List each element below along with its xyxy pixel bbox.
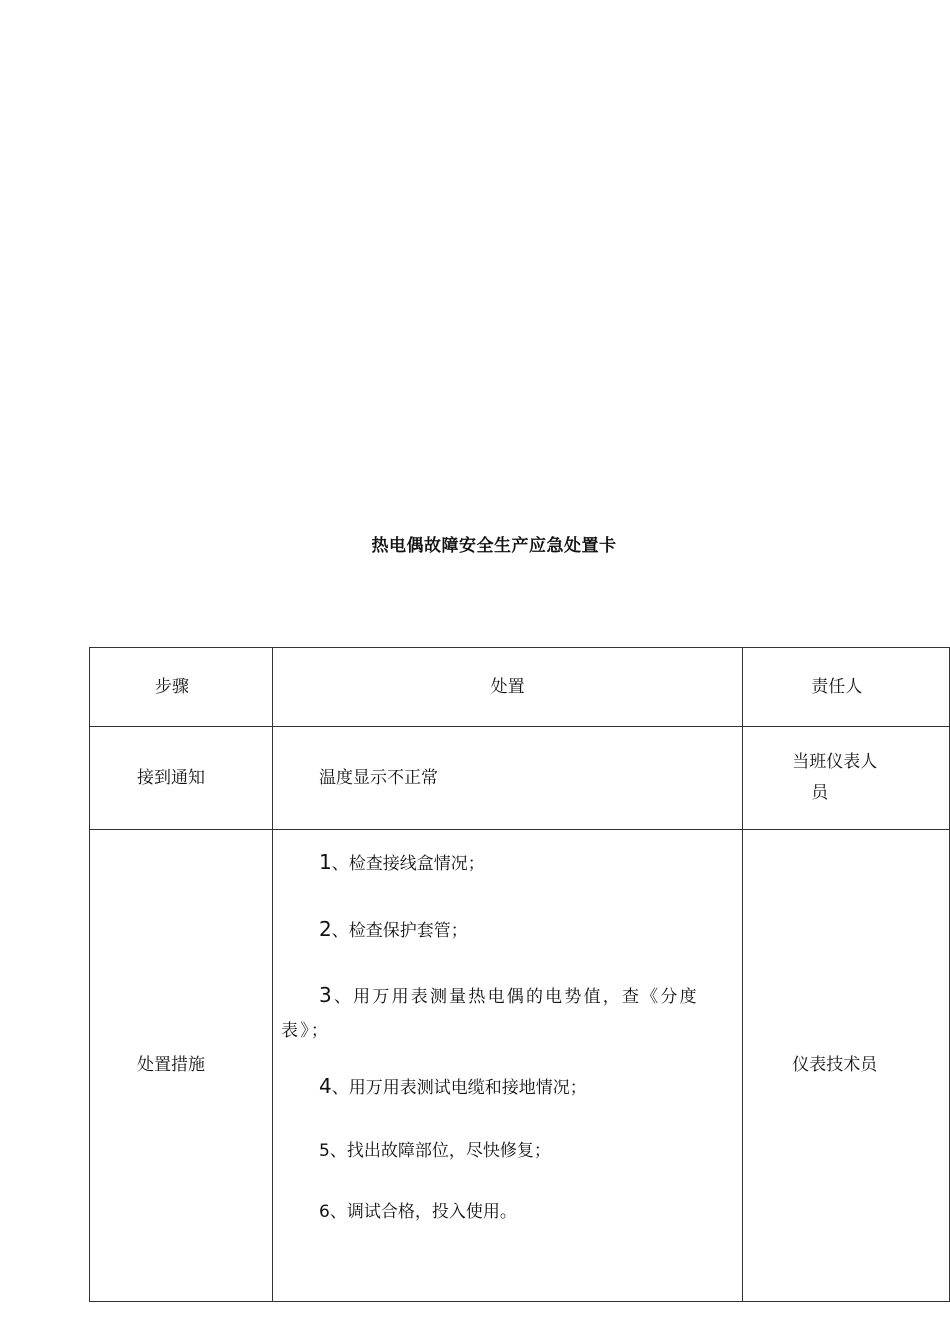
item-text: 、找出故障部位，尽快修复； <box>329 1141 551 1161</box>
action-item <box>281 1076 734 1097</box>
action-item <box>281 978 734 1048</box>
responsible-line-1: 当班仪表人 <box>792 752 878 772</box>
step-cell: 接到通知 <box>90 727 273 830</box>
document-title: 热电偶故障安全生产应急处置卡 <box>371 536 617 556</box>
header-action: 处置 <box>273 648 743 727</box>
action-item <box>281 1143 734 1160</box>
responsible-line-2: 员 <box>811 783 829 803</box>
action-cell: 温度显示不正常 <box>273 727 743 830</box>
action-list <box>273 830 743 1302</box>
responsible-cell: 仪表技术员 <box>743 830 950 1302</box>
item-text: 、调试合格，投入使用。 <box>329 1202 517 1222</box>
action-item <box>281 919 734 940</box>
table-row <box>90 830 950 1302</box>
item-number: 5 <box>319 1141 330 1161</box>
responsible-cell <box>743 727 950 830</box>
item-number: 3 <box>319 983 334 1007</box>
action-item <box>281 1204 734 1221</box>
header-step: 步骤 <box>90 648 273 727</box>
table-row <box>90 727 950 830</box>
step-cell: 处置措施 <box>90 830 273 1302</box>
table-header-row <box>90 648 950 727</box>
item-number: 6 <box>319 1202 330 1222</box>
action-item <box>281 852 734 873</box>
emergency-card-table <box>89 647 950 1302</box>
item-number: 1 <box>319 850 332 874</box>
item-number: 2 <box>319 917 332 941</box>
item-text: 、用万用表测量热电偶的电势值，查《分度表》； <box>281 987 699 1041</box>
item-text: 、检查保护套管； <box>331 921 468 941</box>
item-text: 、用万用表测试电缆和接地情况； <box>331 1078 587 1098</box>
item-text: 、检查接线盒情况； <box>331 854 485 874</box>
header-responsible: 责任人 <box>743 648 950 727</box>
item-number: 4 <box>319 1074 332 1098</box>
